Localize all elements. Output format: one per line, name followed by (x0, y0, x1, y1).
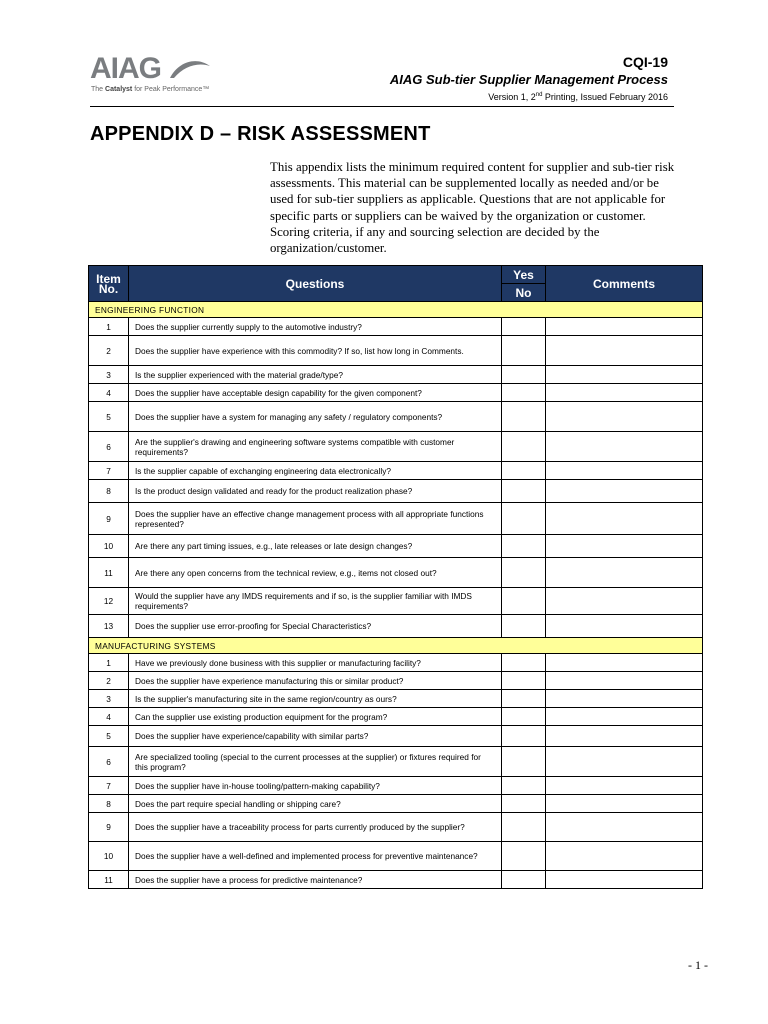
question-text: Does the supplier have acceptable design capability for the given component? (129, 384, 502, 402)
header-no: No (502, 284, 546, 302)
question-text: Does the supplier have a process for predictive maintenance? (129, 871, 502, 889)
comments-cell[interactable] (546, 535, 703, 558)
yes-no-cell[interactable] (502, 654, 546, 672)
section-row (89, 302, 703, 318)
table-row (89, 503, 703, 535)
comments-cell[interactable] (546, 747, 703, 777)
question-text: Are the supplier's drawing and engineering software systems compatible with customer requirements? (129, 432, 502, 462)
item-number: 10 (89, 842, 129, 871)
table-row (89, 654, 703, 672)
item-number: 11 (89, 871, 129, 889)
comments-cell[interactable] (546, 708, 703, 726)
table-row (89, 708, 703, 726)
table-row (89, 588, 703, 615)
yes-no-cell[interactable] (502, 480, 546, 503)
question-text: Can the supplier use existing production equipment for the program? (129, 708, 502, 726)
yes-no-cell[interactable] (502, 690, 546, 708)
table-row (89, 462, 703, 480)
yes-no-cell[interactable] (502, 726, 546, 747)
yes-no-cell[interactable] (502, 503, 546, 535)
table-row (89, 558, 703, 588)
section-title: MANUFACTURING SYSTEMS (89, 638, 703, 654)
question-text: Does the supplier have a system for managing any safety / regulatory components? (129, 402, 502, 432)
question-text: Have we previously done business with this supplier or manufacturing facility? (129, 654, 502, 672)
item-number: 7 (89, 777, 129, 795)
yes-no-cell[interactable] (502, 708, 546, 726)
page-number: - 1 - (688, 958, 708, 972)
yes-no-cell[interactable] (502, 462, 546, 480)
comments-cell[interactable] (546, 480, 703, 503)
item-number: 5 (89, 402, 129, 432)
comments-cell[interactable] (546, 842, 703, 871)
item-number: 1 (89, 654, 129, 672)
document-code: CQI-19 (622, 54, 668, 70)
process-title: AIAG Sub-tier Supplier Management Process (389, 72, 668, 87)
header-item-no: Item No. (89, 266, 129, 302)
yes-no-cell[interactable] (502, 384, 546, 402)
question-text: Are there any part timing issues, e.g., late releases or late design changes? (129, 535, 502, 558)
version-info: Version 1, 2nd Printing, Issued February 2016 (488, 92, 668, 102)
yes-no-cell[interactable] (502, 795, 546, 813)
yes-no-cell[interactable] (502, 336, 546, 366)
header-comments: Comments (546, 266, 703, 302)
comments-cell[interactable] (546, 871, 703, 889)
comments-cell[interactable] (546, 558, 703, 588)
question-text: Is the supplier's manufacturing site in the same region/country as ours? (129, 690, 502, 708)
item-number: 9 (89, 503, 129, 535)
section-title: ENGINEERING FUNCTION (89, 302, 703, 318)
comments-cell[interactable] (546, 813, 703, 842)
question-text: Does the supplier have experience manufacturing this or similar product? (129, 672, 502, 690)
item-number: 3 (89, 690, 129, 708)
comments-cell[interactable] (546, 615, 703, 638)
comments-cell[interactable] (546, 384, 703, 402)
yes-no-cell[interactable] (502, 402, 546, 432)
table-row (89, 871, 703, 889)
question-text: Does the supplier have a traceability process for parts currently produced by the supplier? (129, 813, 502, 842)
table-row (89, 336, 703, 366)
header-questions: Questions (129, 266, 502, 302)
table-row (89, 480, 703, 503)
item-number: 8 (89, 480, 129, 503)
table-row (89, 384, 703, 402)
comments-cell[interactable] (546, 366, 703, 384)
section-row (89, 638, 703, 654)
comments-cell[interactable] (546, 503, 703, 535)
item-number: 9 (89, 813, 129, 842)
item-number: 13 (89, 615, 129, 638)
header-yes: Yes (502, 266, 546, 284)
intro-paragraph: This appendix lists the minimum required content for supplier and sub-tier risk assessments. This material can be supplemented locally as needed and/or be used for sub-tier suppliers as applicable. Questions that are not applicable for specific parts or suppliers can be waived by the organization or customer. Scoring criteria, if any and sourcing selection are decided by the organization/customer. (270, 160, 675, 256)
item-number: 11 (89, 558, 129, 588)
table-row (89, 318, 703, 336)
comments-cell[interactable] (546, 777, 703, 795)
comments-cell[interactable] (546, 588, 703, 615)
comments-cell[interactable] (546, 432, 703, 462)
table-row (89, 690, 703, 708)
question-text: Would the supplier have any IMDS requirements and if so, is the supplier familiar with IMDS requirements? (129, 588, 502, 615)
table-row (89, 726, 703, 747)
item-number: 4 (89, 384, 129, 402)
comments-cell[interactable] (546, 402, 703, 432)
yes-no-cell[interactable] (502, 588, 546, 615)
question-text: Does the supplier have experience/capability with similar parts? (129, 726, 502, 747)
item-number: 8 (89, 795, 129, 813)
question-text: Does the supplier have an effective change management process with all appropriate functions represented? (129, 503, 502, 535)
page-title: APPENDIX D – RISK ASSESSMENT (90, 123, 431, 145)
logo-swoosh-icon (168, 56, 212, 82)
question-text: Is the supplier capable of exchanging engineering data electronically? (129, 462, 502, 480)
risk-assessment-table (88, 265, 703, 889)
item-number: 6 (89, 432, 129, 462)
item-number: 7 (89, 462, 129, 480)
question-text: Does the supplier have experience with this commodity? If so, list how long in Comments. (129, 336, 502, 366)
item-number: 10 (89, 535, 129, 558)
table-row (89, 366, 703, 384)
header-rule (90, 106, 674, 107)
yes-no-cell[interactable] (502, 842, 546, 871)
question-text: Does the supplier currently supply to the automotive industry? (129, 318, 502, 336)
table-row (89, 842, 703, 871)
comments-cell[interactable] (546, 462, 703, 480)
table-row (89, 402, 703, 432)
yes-no-cell[interactable] (502, 366, 546, 384)
yes-no-cell[interactable] (502, 672, 546, 690)
comments-cell[interactable] (546, 318, 703, 336)
logo-tagline: The Catalyst for Peak Performance™ (91, 86, 210, 93)
item-number: 12 (89, 588, 129, 615)
table-row (89, 672, 703, 690)
yes-no-cell[interactable] (502, 432, 546, 462)
question-text: Are specialized tooling (special to the current processes at the supplier) or fixtures required for this program? (129, 747, 502, 777)
yes-no-cell[interactable] (502, 558, 546, 588)
comments-cell[interactable] (546, 672, 703, 690)
comments-cell[interactable] (546, 726, 703, 747)
logo-wordmark: AIAG (90, 52, 161, 85)
item-number: 2 (89, 672, 129, 690)
aiag-logo (90, 52, 230, 98)
question-text: Does the supplier have in-house tooling/pattern-making capability? (129, 777, 502, 795)
question-text: Are there any open concerns from the technical review, e.g., items not closed out? (129, 558, 502, 588)
item-number: 6 (89, 747, 129, 777)
item-number: 3 (89, 366, 129, 384)
question-text: Is the supplier experienced with the material grade/type? (129, 366, 502, 384)
table-row (89, 747, 703, 777)
table-row (89, 615, 703, 638)
question-text: Does the part require special handling or shipping care? (129, 795, 502, 813)
item-number: 2 (89, 336, 129, 366)
table-row (89, 777, 703, 795)
table-row (89, 813, 703, 842)
item-number: 1 (89, 318, 129, 336)
table-row (89, 432, 703, 462)
item-number: 4 (89, 708, 129, 726)
yes-no-cell[interactable] (502, 777, 546, 795)
yes-no-cell[interactable] (502, 615, 546, 638)
table-row (89, 795, 703, 813)
comments-cell[interactable] (546, 795, 703, 813)
yes-no-cell[interactable] (502, 318, 546, 336)
yes-no-cell[interactable] (502, 871, 546, 889)
item-number: 5 (89, 726, 129, 747)
yes-no-cell[interactable] (502, 747, 546, 777)
yes-no-cell[interactable] (502, 535, 546, 558)
question-text: Is the product design validated and ready for the product realization phase? (129, 480, 502, 503)
question-text: Does the supplier use error-proofing for Special Characteristics? (129, 615, 502, 638)
comments-cell[interactable] (546, 690, 703, 708)
table-row (89, 535, 703, 558)
question-text: Does the supplier have a well-defined and implemented process for preventive maintenance? (129, 842, 502, 871)
comments-cell[interactable] (546, 336, 703, 366)
yes-no-cell[interactable] (502, 813, 546, 842)
comments-cell[interactable] (546, 654, 703, 672)
